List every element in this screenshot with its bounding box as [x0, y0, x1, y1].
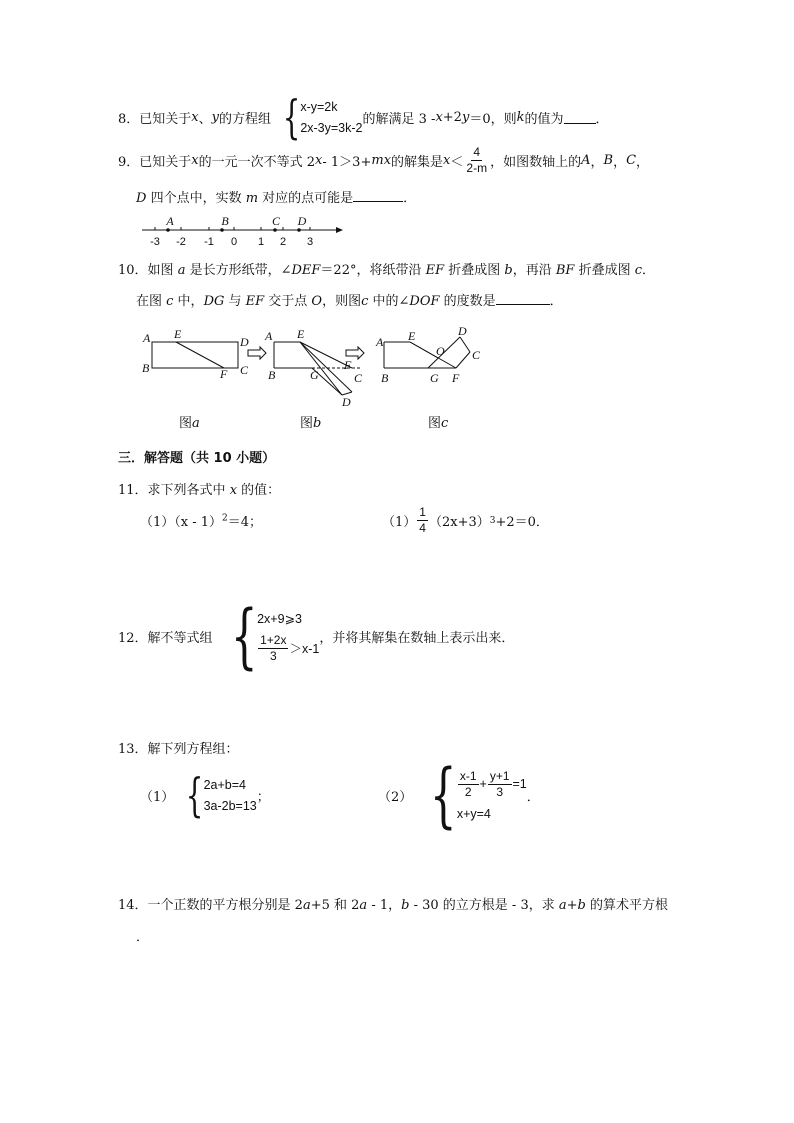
section-heading: 三．解答题（共 10 小题）	[118, 451, 276, 466]
svg-text:B: B	[268, 368, 276, 382]
point-label: A	[166, 214, 174, 228]
point-label: B	[221, 214, 229, 228]
svg-text:F: F	[452, 371, 460, 385]
answer-blank	[353, 189, 403, 202]
question-13-part-1: （1） { 2a+b=4 3a-2b=13 ；	[140, 768, 270, 822]
svg-text:C: C	[240, 363, 249, 377]
inequality-line: 2x+9⩾3	[257, 611, 302, 626]
question-9: 9． 已知关于 x 的一元一次不等式 2 x - 1＞3+ m x 的解集是 x ＜ $\frac{4}{2-m}$ ，如图数轴上的 A ， B ， C ，	[118, 144, 650, 175]
equation-line: x-y=2k	[300, 99, 338, 114]
tick-label: 0	[230, 236, 238, 248]
point-label: D	[297, 214, 307, 228]
inequality-line: $\frac{1+2x}{3}$ ＞x-1	[260, 632, 320, 663]
svg-text:F: F	[344, 358, 352, 372]
svg-text:O: O	[436, 344, 445, 358]
svg-text:A: A	[265, 329, 273, 343]
equation-system: { 2a+b=4 3a-2b=13	[185, 768, 257, 822]
equation-line: 2a+b=4	[203, 777, 246, 792]
question-number: 10．	[118, 263, 148, 278]
question-13: 13．解下列方程组：	[118, 742, 239, 757]
question-13-part-2: （2） { $\frac{x-1}{2}$ + $\frac{y+1}{3}$ =1 x+y=4 ．	[378, 754, 540, 836]
equation-system: { x-y=2k 2x-3y=3k-2	[282, 90, 363, 144]
svg-text:G: G	[310, 368, 319, 382]
question-number: 14．	[118, 898, 148, 913]
fraction: $\frac{1+2x}{3}$	[260, 632, 287, 663]
svg-text:D: D	[342, 395, 351, 409]
svg-text:B: B	[381, 371, 389, 385]
question-number: 9．	[118, 154, 140, 170]
question-10: 10．如图 a 是长方形纸带，∠DEF＝22°，将纸带沿 EF 折叠成图 b，再沿 BF 折叠成图 c．	[118, 263, 655, 278]
svg-text:A: A	[376, 335, 384, 349]
svg-text:D: D	[240, 335, 249, 349]
point-label: C	[271, 214, 281, 228]
figure-caption-b: 图b	[300, 416, 322, 431]
question-number: 8．	[118, 111, 140, 127]
question-14: 14．一个正数的平方根分别是 2a+5 和 2a - 1，b - 30 的立方根是 - 3，求 a+b 的算术平方根	[118, 898, 668, 913]
question-11: 11．求下列各式中 x 的值：	[118, 483, 281, 498]
tick-label: -2	[176, 236, 186, 248]
tick-label: -1	[204, 236, 214, 248]
tick-label: 3	[306, 236, 314, 248]
svg-text:D: D	[458, 324, 467, 338]
question-8: 8． 已知关于 x 、 y 的方程组 { x-y=2k 2x-3y=3k-2 的解满足 3 - x +2 y ＝0，则 k 的值为 ．	[118, 90, 609, 144]
answer-blank	[496, 292, 550, 305]
svg-text:A: A	[143, 331, 151, 345]
svg-text:G: G	[430, 371, 439, 385]
equation-line: 3a-2b=13	[203, 798, 257, 813]
svg-text:C: C	[472, 348, 481, 362]
inequality-system: { 2x+9⩾3 $\frac{1+2x}{3}$ ＞x-1	[230, 595, 320, 677]
svg-text:E: E	[297, 327, 305, 341]
fraction: $\frac{y+1}{3}$	[489, 768, 510, 799]
question-11-part-2: （1） $\frac{1}{4}$ （2x+3） 3 +2＝0．	[382, 505, 549, 535]
question-number: 12．	[118, 630, 148, 646]
svg-text:E: E	[408, 329, 416, 343]
figure-caption-a: 图a	[179, 416, 200, 431]
question-14-end: ．	[136, 930, 150, 945]
fraction: $\frac{4}{2-m}$	[466, 144, 488, 175]
equation-line: 2x-3y=3k-2	[300, 120, 363, 135]
question-12: 12． 解不等式组 { 2x+9⩾3 $\frac{1+2x}{3}$ ＞x-1 ，并将其解集在数轴上表示出来．	[118, 595, 515, 677]
tick-label: 2	[279, 236, 287, 248]
figure-caption-c: 图c	[428, 416, 449, 431]
answer-blank	[564, 111, 596, 124]
question-10-line-2: 在图 c 中，DG 与 EF 交于点 O，则图c 中的∠DOF 的度数是 ．	[136, 294, 563, 309]
svg-text:C: C	[354, 371, 363, 385]
question-number: 11．	[118, 483, 148, 498]
question-9-line-2: D 四个点中，实数 m 对应的点可能是 ．	[136, 191, 417, 206]
equation-line: x+y=4	[456, 807, 491, 821]
equation-line: $\frac{x-1}{2}$ + $\frac{y+1}{3}$ =1	[459, 768, 527, 799]
question-11-part-1: （1）（x - 1）$^2$＝4；	[140, 513, 263, 530]
tick-label: 1	[257, 236, 265, 248]
svg-text:B: B	[142, 361, 150, 375]
svg-text:E: E	[174, 327, 182, 341]
fraction: $\frac{x-1}{2}$	[459, 768, 477, 799]
tick-label: -3	[150, 236, 160, 248]
svg-text:F: F	[220, 367, 228, 381]
equation-system: { $\frac{x-1}{2}$ + $\frac{y+1}{3}$ =1 x+y=4	[430, 754, 527, 836]
number-line-figure	[140, 212, 350, 250]
fraction: $\frac{1}{4}$	[419, 505, 426, 535]
question-number: 13．	[118, 742, 148, 757]
